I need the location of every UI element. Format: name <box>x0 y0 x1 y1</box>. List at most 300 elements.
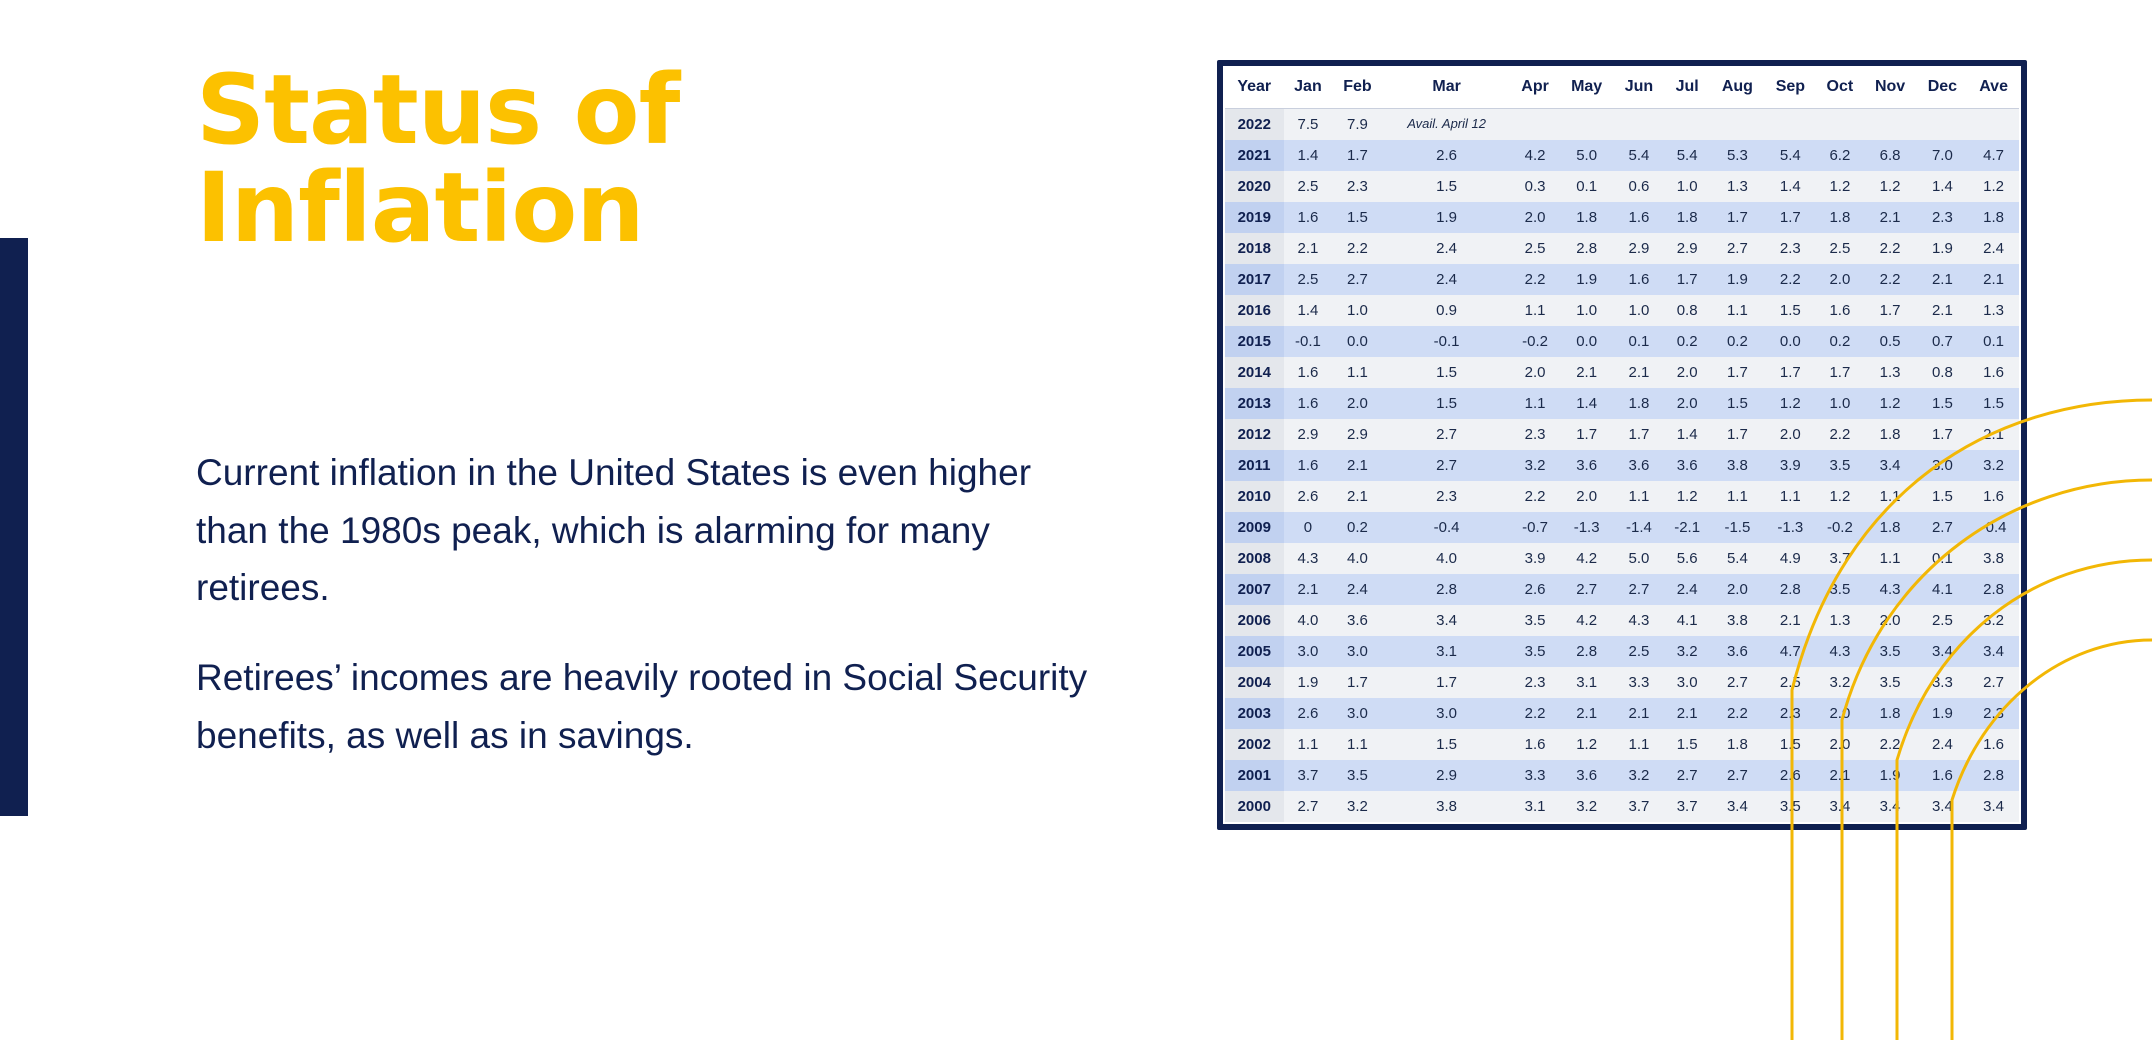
cell-value: 2.2 <box>1765 264 1817 295</box>
row-year: 2009 <box>1225 512 1284 543</box>
cell-value: 2.7 <box>1332 264 1382 295</box>
cell-value: 2.4 <box>1383 233 1511 264</box>
cell-value: 2.9 <box>1332 419 1382 450</box>
cell-value: 2.7 <box>1284 791 1333 822</box>
cell-value <box>1816 109 1863 141</box>
cell-value: -0.4 <box>1968 512 2019 543</box>
cell-value: 2.7 <box>1383 450 1511 481</box>
cell-value: 5.0 <box>1559 140 1613 171</box>
cell-value: 2.5 <box>1284 171 1333 202</box>
table-row <box>1225 574 2019 605</box>
cell-value: 1.6 <box>1511 729 1560 760</box>
row-year: 2015 <box>1225 326 1284 357</box>
cell-value: 2.8 <box>1383 574 1511 605</box>
cell-value: 1.8 <box>1864 419 1917 450</box>
cell-value: 2.7 <box>1917 512 1969 543</box>
table-row <box>1225 326 2019 357</box>
cell-value: 2.8 <box>1968 760 2019 791</box>
cell-value: 3.2 <box>1614 760 1664 791</box>
cell-value: 2.1 <box>1864 202 1917 233</box>
cell-value: 3.5 <box>1765 791 1817 822</box>
table-row <box>1225 171 2019 202</box>
cell-value: 2.8 <box>1765 574 1817 605</box>
cell-value: 1.3 <box>1816 605 1863 636</box>
cell-value: 4.3 <box>1614 605 1664 636</box>
cell-value: 2.1 <box>1816 760 1863 791</box>
row-year: 2021 <box>1225 140 1284 171</box>
column-header-ave: Ave <box>1968 68 2019 109</box>
cell-value: 2.0 <box>1664 388 1710 419</box>
row-year: 2003 <box>1225 698 1284 729</box>
cell-value: 2.0 <box>1511 202 1560 233</box>
cell-value <box>1917 109 1969 141</box>
row-year: 2000 <box>1225 791 1284 822</box>
cell-value: 3.7 <box>1664 791 1710 822</box>
cell-value: 2.2 <box>1511 698 1560 729</box>
cell-value: 2.2 <box>1864 729 1917 760</box>
cell-value: 1.9 <box>1917 233 1969 264</box>
cell-value: 3.4 <box>1968 791 2019 822</box>
cell-value: 5.4 <box>1664 140 1710 171</box>
cell-value: 3.0 <box>1332 698 1382 729</box>
column-header-sep: Sep <box>1765 68 1817 109</box>
row-year: 2002 <box>1225 729 1284 760</box>
cell-value: 0.5 <box>1864 326 1917 357</box>
cell-value: 1.5 <box>1968 388 2019 419</box>
cell-value: 1.1 <box>1614 481 1664 512</box>
cell-value: 5.4 <box>1614 140 1664 171</box>
cell-value: 3.0 <box>1332 636 1382 667</box>
cell-value: 0.2 <box>1332 512 1382 543</box>
cell-value: 2.6 <box>1511 574 1560 605</box>
row-year: 2005 <box>1225 636 1284 667</box>
cell-value: 3.3 <box>1511 760 1560 791</box>
cell-value: 3.2 <box>1968 605 2019 636</box>
row-year: 2014 <box>1225 357 1284 388</box>
cell-value: 1.2 <box>1816 171 1863 202</box>
cell-value <box>1765 109 1817 141</box>
cell-value: 3.4 <box>1864 791 1917 822</box>
column-header-jun: Jun <box>1614 68 1664 109</box>
cell-value: 3.5 <box>1816 450 1863 481</box>
cell-value: 2.7 <box>1710 667 1764 698</box>
cell-value: 1.0 <box>1816 388 1863 419</box>
cell-value: 1.1 <box>1511 388 1560 419</box>
cell-value: 2.1 <box>1917 264 1969 295</box>
cell-value: 2.5 <box>1765 667 1817 698</box>
cell-value: 1.1 <box>1614 729 1664 760</box>
cell-value: 7.0 <box>1917 140 1969 171</box>
cell-value: 2.3 <box>1765 698 1817 729</box>
cell-value: 1.0 <box>1332 295 1382 326</box>
cell-note: Avail. April 12 <box>1383 109 1511 141</box>
column-header-year: Year <box>1225 68 1284 109</box>
cell-value: 2.6 <box>1383 140 1511 171</box>
cell-value: 1.4 <box>1664 419 1710 450</box>
cell-value: 1.1 <box>1710 295 1764 326</box>
cell-value: 2.8 <box>1559 233 1613 264</box>
column-header-aug: Aug <box>1710 68 1764 109</box>
cell-value: 1.7 <box>1864 295 1917 326</box>
cell-value: 3.4 <box>1864 450 1917 481</box>
cell-value: 1.1 <box>1864 481 1917 512</box>
cell-value: 2.0 <box>1710 574 1764 605</box>
row-year: 2019 <box>1225 202 1284 233</box>
cell-value: 3.6 <box>1559 450 1613 481</box>
cell-value: -0.7 <box>1511 512 1560 543</box>
cell-value: 4.7 <box>1765 636 1817 667</box>
cell-value: 3.1 <box>1559 667 1613 698</box>
cell-value: 3.7 <box>1284 760 1333 791</box>
table-row <box>1225 605 2019 636</box>
cell-value: 1.3 <box>1864 357 1917 388</box>
cell-value: 1.9 <box>1383 202 1511 233</box>
cell-value: 2.0 <box>1664 357 1710 388</box>
cell-value: 5.4 <box>1765 140 1817 171</box>
cell-value: 3.5 <box>1511 605 1560 636</box>
column-header-mar: Mar <box>1383 68 1511 109</box>
cell-value: 0.1 <box>1968 326 2019 357</box>
cell-value: 1.0 <box>1559 295 1613 326</box>
cell-value: 0.7 <box>1917 326 1969 357</box>
cell-value: 1.6 <box>1614 264 1664 295</box>
cell-value: 3.4 <box>1917 791 1969 822</box>
cell-value: 2.1 <box>1332 481 1382 512</box>
cell-value <box>1710 109 1764 141</box>
cell-value: 2.0 <box>1559 481 1613 512</box>
row-year: 2010 <box>1225 481 1284 512</box>
cell-value: 3.3 <box>1614 667 1664 698</box>
cell-value: 1.6 <box>1284 202 1333 233</box>
cell-value: 0.8 <box>1664 295 1710 326</box>
cell-value: 4.3 <box>1284 543 1333 574</box>
cell-value: 2.6 <box>1284 698 1333 729</box>
cell-value: 2.9 <box>1664 233 1710 264</box>
cell-value: 3.7 <box>1816 543 1863 574</box>
cell-value: -0.2 <box>1816 512 1863 543</box>
cell-value: 1.5 <box>1332 202 1382 233</box>
table-row <box>1225 233 2019 264</box>
cell-value: 2.7 <box>1664 760 1710 791</box>
table-row <box>1225 636 2019 667</box>
cell-value <box>1664 109 1710 141</box>
cell-value: 1.9 <box>1559 264 1613 295</box>
cell-value: 2.5 <box>1614 636 1664 667</box>
cell-value: 2.4 <box>1383 264 1511 295</box>
cell-value: 6.8 <box>1864 140 1917 171</box>
cell-value: 2.2 <box>1864 233 1917 264</box>
table-row <box>1225 140 2019 171</box>
cell-value: 4.3 <box>1864 574 1917 605</box>
cell-value: -1.3 <box>1559 512 1613 543</box>
cell-value: 3.3 <box>1917 667 1969 698</box>
cell-value: 1.6 <box>1284 450 1333 481</box>
cell-value: 2.2 <box>1511 481 1560 512</box>
column-header-jul: Jul <box>1664 68 1710 109</box>
cell-value: 1.6 <box>1968 357 2019 388</box>
cell-value: 0.0 <box>1332 326 1382 357</box>
cell-value: 3.4 <box>1816 791 1863 822</box>
table-row <box>1225 109 2019 141</box>
cell-value: 1.4 <box>1284 295 1333 326</box>
cell-value: 5.0 <box>1614 543 1664 574</box>
cell-value: 1.7 <box>1710 202 1764 233</box>
cell-value: 5.4 <box>1710 543 1764 574</box>
cell-value: 2.0 <box>1816 264 1863 295</box>
cell-value: 1.7 <box>1664 264 1710 295</box>
cell-value <box>1511 109 1560 141</box>
cell-value: 1.6 <box>1917 760 1969 791</box>
cell-value: 0.1 <box>1917 543 1969 574</box>
cell-value: 2.5 <box>1284 264 1333 295</box>
cell-value: 2.7 <box>1968 667 2019 698</box>
cell-value: 1.2 <box>1816 481 1863 512</box>
cell-value: 1.5 <box>1917 481 1969 512</box>
cell-value: -1.5 <box>1710 512 1764 543</box>
row-year: 2018 <box>1225 233 1284 264</box>
cell-value: 2.2 <box>1710 698 1764 729</box>
table-row <box>1225 667 2019 698</box>
cell-value: 2.1 <box>1332 450 1382 481</box>
cell-value: 1.6 <box>1816 295 1863 326</box>
cell-value: 2.4 <box>1968 233 2019 264</box>
cell-value: 1.1 <box>1765 481 1817 512</box>
cell-value: 1.2 <box>1864 388 1917 419</box>
cell-value: 3.8 <box>1710 450 1764 481</box>
cell-value: 4.0 <box>1284 605 1333 636</box>
cell-value: 2.7 <box>1559 574 1613 605</box>
cell-value: 1.2 <box>1664 481 1710 512</box>
cell-value: 3.8 <box>1968 543 2019 574</box>
table-row <box>1225 760 2019 791</box>
row-year: 2016 <box>1225 295 1284 326</box>
cell-value: 3.2 <box>1332 791 1382 822</box>
cell-value: 4.0 <box>1383 543 1511 574</box>
cell-value: -1.3 <box>1765 512 1817 543</box>
cell-value: 1.4 <box>1559 388 1613 419</box>
cell-value: 2.9 <box>1614 233 1664 264</box>
cell-value: 1.7 <box>1765 357 1817 388</box>
cell-value: 1.8 <box>1614 388 1664 419</box>
table-row <box>1225 388 2019 419</box>
table-row <box>1225 481 2019 512</box>
cell-value: 1.7 <box>1332 667 1382 698</box>
cell-value: 3.0 <box>1664 667 1710 698</box>
cell-value: 1.3 <box>1710 171 1764 202</box>
body-paragraph-2: Retirees’ incomes are heavily rooted in Social Security benefits, as well as in savings. <box>196 657 1088 756</box>
cell-value: 3.4 <box>1917 636 1969 667</box>
cell-value: 2.0 <box>1765 419 1817 450</box>
cell-value: 2.0 <box>1816 729 1863 760</box>
cell-value: 5.3 <box>1710 140 1764 171</box>
cell-value: 4.1 <box>1917 574 1969 605</box>
inflation-table <box>1225 68 2019 822</box>
cell-value: 1.5 <box>1383 729 1511 760</box>
cell-value: 1.5 <box>1765 295 1817 326</box>
cell-value: 3.2 <box>1559 791 1613 822</box>
cell-value: 3.2 <box>1968 450 2019 481</box>
cell-value: 2.1 <box>1765 605 1817 636</box>
column-header-feb: Feb <box>1332 68 1382 109</box>
cell-value: 1.9 <box>1284 667 1333 698</box>
cell-value: 4.9 <box>1765 543 1817 574</box>
cell-value: 2.0 <box>1816 698 1863 729</box>
cell-value: -2.1 <box>1664 512 1710 543</box>
column-header-jan: Jan <box>1284 68 1333 109</box>
cell-value: 1.8 <box>1710 729 1764 760</box>
cell-value: 2.1 <box>1559 357 1613 388</box>
table-row <box>1225 419 2019 450</box>
page-title: Status of Inflation <box>196 54 680 264</box>
cell-value: 2.7 <box>1383 419 1511 450</box>
cell-value: 0.1 <box>1559 171 1613 202</box>
body-paragraph-1: Current inflation in the United States is even higher than the 1980s peak, which is alarming for many retirees. <box>196 452 1032 609</box>
cell-value: 1.7 <box>1332 140 1382 171</box>
cell-value: 1.1 <box>1284 729 1333 760</box>
cell-value: 2.9 <box>1284 419 1333 450</box>
cell-value: 2.3 <box>1917 202 1969 233</box>
cell-value: 1.9 <box>1710 264 1764 295</box>
cell-value: 2.6 <box>1284 481 1333 512</box>
cell-value: 6.2 <box>1816 140 1863 171</box>
cell-value: 1.8 <box>1664 202 1710 233</box>
cell-value: 1.7 <box>1383 667 1511 698</box>
cell-value: 1.6 <box>1284 357 1333 388</box>
table-row <box>1225 202 2019 233</box>
cell-value: 1.6 <box>1284 388 1333 419</box>
cell-value: 1.6 <box>1968 729 2019 760</box>
cell-value: 1.8 <box>1864 512 1917 543</box>
cell-value: 1.0 <box>1614 295 1664 326</box>
body-text <box>196 444 1096 797</box>
cell-value: 3.6 <box>1559 760 1613 791</box>
cell-value: 2.4 <box>1917 729 1969 760</box>
cell-value <box>1864 109 1917 141</box>
cell-value: 0.2 <box>1816 326 1863 357</box>
cell-value: 3.4 <box>1383 605 1511 636</box>
cell-value: 2.1 <box>1968 419 2019 450</box>
cell-value: 0.3 <box>1511 171 1560 202</box>
cell-value: 1.7 <box>1559 419 1613 450</box>
cell-value: 0.2 <box>1664 326 1710 357</box>
cell-value: 2.2 <box>1511 264 1560 295</box>
row-year: 2017 <box>1225 264 1284 295</box>
cell-value: 0.0 <box>1765 326 1817 357</box>
cell-value: 1.2 <box>1765 388 1817 419</box>
cell-value: 1.1 <box>1710 481 1764 512</box>
cell-value: 1.6 <box>1968 481 2019 512</box>
cell-value: 2.3 <box>1968 698 2019 729</box>
cell-value: 2.2 <box>1816 419 1863 450</box>
cell-value: 1.8 <box>1968 202 2019 233</box>
table-row <box>1225 295 2019 326</box>
cell-value: -1.4 <box>1614 512 1664 543</box>
table-row <box>1225 264 2019 295</box>
cell-value: 2.6 <box>1765 760 1817 791</box>
cell-value: 4.2 <box>1511 140 1560 171</box>
cell-value: 0.0 <box>1559 326 1613 357</box>
cell-value: 1.5 <box>1664 729 1710 760</box>
cell-value: 7.9 <box>1332 109 1382 141</box>
cell-value: 3.6 <box>1332 605 1382 636</box>
cell-value: 0 <box>1284 512 1333 543</box>
cell-value: 2.4 <box>1664 574 1710 605</box>
row-year: 2022 <box>1225 109 1284 141</box>
cell-value: 2.7 <box>1710 760 1764 791</box>
cell-value: 3.0 <box>1383 698 1511 729</box>
cell-value: 4.2 <box>1559 543 1613 574</box>
cell-value: 1.4 <box>1284 140 1333 171</box>
cell-value <box>1614 109 1664 141</box>
row-year: 2006 <box>1225 605 1284 636</box>
cell-value: 0.8 <box>1917 357 1969 388</box>
cell-value: 7.5 <box>1284 109 1333 141</box>
cell-value: 3.6 <box>1710 636 1764 667</box>
column-header-may: May <box>1559 68 1613 109</box>
row-year: 2020 <box>1225 171 1284 202</box>
cell-value: 2.1 <box>1968 264 2019 295</box>
cell-value: 1.7 <box>1710 357 1764 388</box>
row-year: 2007 <box>1225 574 1284 605</box>
cell-value: 1.5 <box>1917 388 1969 419</box>
cell-value: 1.1 <box>1511 295 1560 326</box>
cell-value: 2.7 <box>1614 574 1664 605</box>
cell-value: 2.1 <box>1614 698 1664 729</box>
cell-value: 3.9 <box>1511 543 1560 574</box>
cell-value: 2.5 <box>1511 233 1560 264</box>
cell-value: 4.3 <box>1816 636 1863 667</box>
cell-value: 2.3 <box>1511 419 1560 450</box>
cell-value: 2.7 <box>1710 233 1764 264</box>
cell-value: 2.1 <box>1614 357 1664 388</box>
cell-value: 3.2 <box>1511 450 1560 481</box>
cell-value: 3.1 <box>1383 636 1511 667</box>
row-year: 2001 <box>1225 760 1284 791</box>
cell-value: 3.6 <box>1614 450 1664 481</box>
cell-value: 2.1 <box>1284 574 1333 605</box>
table-header-row <box>1225 68 2019 109</box>
cell-value: -0.4 <box>1383 512 1511 543</box>
cell-value: 2.2 <box>1332 233 1382 264</box>
cell-value: 2.1 <box>1284 233 1333 264</box>
cell-value: 3.2 <box>1816 667 1863 698</box>
cell-value: 2.0 <box>1864 605 1917 636</box>
cell-value: 3.9 <box>1765 450 1817 481</box>
cell-value: 2.1 <box>1559 698 1613 729</box>
cell-value: 1.5 <box>1383 171 1511 202</box>
cell-value <box>1559 109 1613 141</box>
cell-value: 2.1 <box>1917 295 1969 326</box>
cell-value: 1.8 <box>1816 202 1863 233</box>
cell-value: 1.1 <box>1332 729 1382 760</box>
cell-value: 3.6 <box>1664 450 1710 481</box>
cell-value: 4.0 <box>1332 543 1382 574</box>
inflation-table-frame <box>1217 60 2027 830</box>
cell-value: 2.2 <box>1864 264 1917 295</box>
table-row <box>1225 450 2019 481</box>
cell-value: 0.6 <box>1614 171 1664 202</box>
cell-value: 2.3 <box>1765 233 1817 264</box>
cell-value: -0.1 <box>1383 326 1511 357</box>
cell-value: -0.2 <box>1511 326 1560 357</box>
cell-value: 2.8 <box>1559 636 1613 667</box>
cell-value: 2.1 <box>1664 698 1710 729</box>
cell-value: 1.2 <box>1968 171 2019 202</box>
cell-value: 1.5 <box>1383 357 1511 388</box>
column-header-apr: Apr <box>1511 68 1560 109</box>
column-header-dec: Dec <box>1917 68 1969 109</box>
cell-value: 3.8 <box>1383 791 1511 822</box>
